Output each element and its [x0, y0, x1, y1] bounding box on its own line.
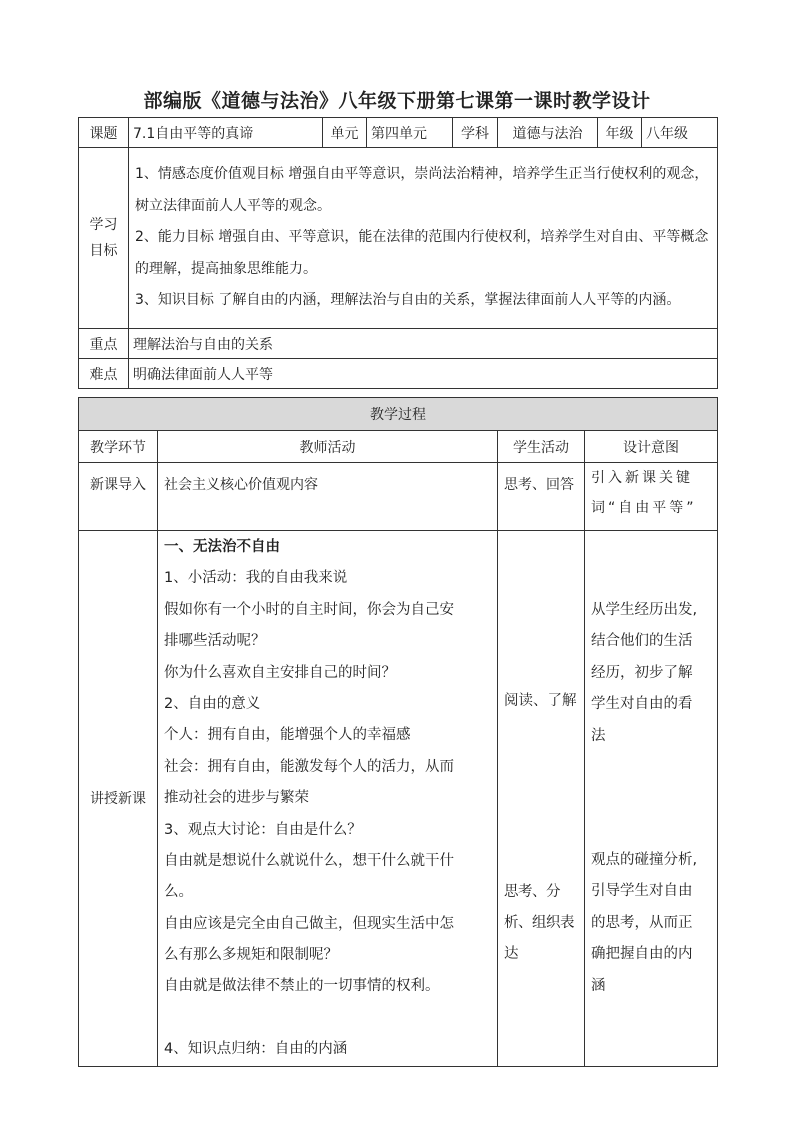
main-student-activity	[498, 531, 585, 1067]
lesson-info-table	[78, 117, 718, 389]
design-intent-1	[591, 595, 697, 752]
grade-label: 年级	[598, 118, 642, 148]
teacher-line: 推动社会的进步与繁荣	[164, 790, 309, 807]
unit-label: 单元	[323, 118, 367, 148]
design-intent-2	[591, 845, 697, 1002]
teacher-line: 么。	[164, 884, 193, 901]
intro-student: 思考、回答	[498, 463, 585, 531]
subject-label: 学科	[453, 118, 498, 148]
teacher-line: 自由就是做法律不禁止的一切事情的权利。	[164, 978, 440, 995]
intent-line: 从学生经历出发,	[591, 602, 698, 618]
intent-line: 结合他们的生活	[591, 633, 693, 650]
goal-emotion: 1、情感态度价值观目标 增强自由平等意识，崇尚法治精神，培养学生正当行使权利的观念，树立法律面前人人平等的观念。	[135, 166, 709, 214]
key-value: 理解法治与自由的关系	[129, 329, 718, 359]
goal-knowledge: 3、知识目标 了解自由的内涵，理解法治与自由的关系，掌握法律面前人人平等的内涵。	[135, 292, 681, 309]
main-stage: 讲授新课	[79, 531, 158, 1067]
teacher-line: 你为什么喜欢自主安排自己的时间？	[164, 664, 396, 681]
unit-value: 第四单元	[367, 118, 453, 148]
intent-line: 学生对自由的看	[591, 696, 693, 713]
teacher-line: 社会：拥有自由，能激发每个人的活力，从而	[164, 758, 454, 775]
teacher-line: 4、知识点归纳：自由的内涵	[164, 1041, 348, 1058]
grade-value: 八年级	[642, 118, 718, 148]
teacher-line: 假如你有一个小时的自主时间，你会为自己安	[164, 601, 454, 618]
key-label: 重点	[79, 329, 129, 359]
teacher-line	[164, 1003, 497, 1034]
main-design-intent	[585, 531, 718, 1067]
teacher-line: 排哪些活动呢？	[164, 633, 266, 650]
teacher-line: 2、自由的意义	[164, 695, 261, 712]
topic-value: 7.1自由平等的真谛	[129, 118, 323, 148]
intent-line: 涵	[591, 977, 606, 994]
student-activity-2: 思考、分析、组织表达	[504, 884, 574, 962]
section-heading: 一、无法治不自由	[164, 539, 280, 555]
column-header-student: 学生活动	[498, 431, 585, 463]
intent-line: 法	[591, 727, 606, 744]
intent-line: 确把握自由的内	[591, 946, 693, 963]
column-header-intent: 设计意图	[585, 431, 718, 463]
column-header-stage: 教学环节	[79, 431, 158, 463]
teaching-process-table	[78, 397, 718, 1067]
intro-teacher: 社会主义核心价值观内容	[158, 463, 498, 531]
difficulty-value: 明确法律面前人人平等	[129, 359, 718, 389]
intent-line: 引导学生对自由	[591, 883, 693, 900]
subject-value: 道德与法治	[498, 118, 598, 148]
intent-line: 经历，初步了解	[591, 664, 693, 681]
goals-content	[129, 148, 718, 329]
teacher-line: 1、小活动：我的自由我来说	[164, 570, 348, 587]
intent-line: 的思考，从而正	[591, 914, 693, 931]
intent-line: 观点的碰撞分析,	[591, 852, 698, 868]
intro-intent: 引入新课关键词“自由平等”	[585, 463, 718, 531]
goals-label: 学习目标	[79, 148, 129, 329]
goal-ability: 2、能力目标 增强自由、平等意识，能在法律的范围内行使权利，培养学生对自由、平等概念的理解，提高抽象思维能力。	[135, 229, 709, 277]
difficulty-label: 难点	[79, 359, 129, 389]
topic-label: 课题	[79, 118, 129, 148]
column-header-teacher: 教师活动	[158, 431, 498, 463]
teacher-line: 自由应该是完全由自己做主，但现实生活中怎	[164, 915, 454, 932]
document-title: 部编版《道德与法治》八年级下册第七课第一课时教学设计	[143, 90, 651, 112]
teacher-line: 3、观点大讨论：自由是什么？	[164, 821, 362, 838]
intro-stage: 新课导入	[79, 463, 158, 531]
teacher-line: 自由就是想说什么就说什么，想干什么就干什	[164, 852, 454, 869]
process-header: 教学过程	[79, 398, 718, 431]
main-teacher-activity	[158, 531, 498, 1067]
teacher-line: 个人：拥有自由，能增强个人的幸福感	[164, 727, 411, 744]
teacher-line: 么有那么多规矩和限制呢？	[164, 947, 338, 964]
student-activity-1: 阅读、了解	[504, 693, 577, 709]
